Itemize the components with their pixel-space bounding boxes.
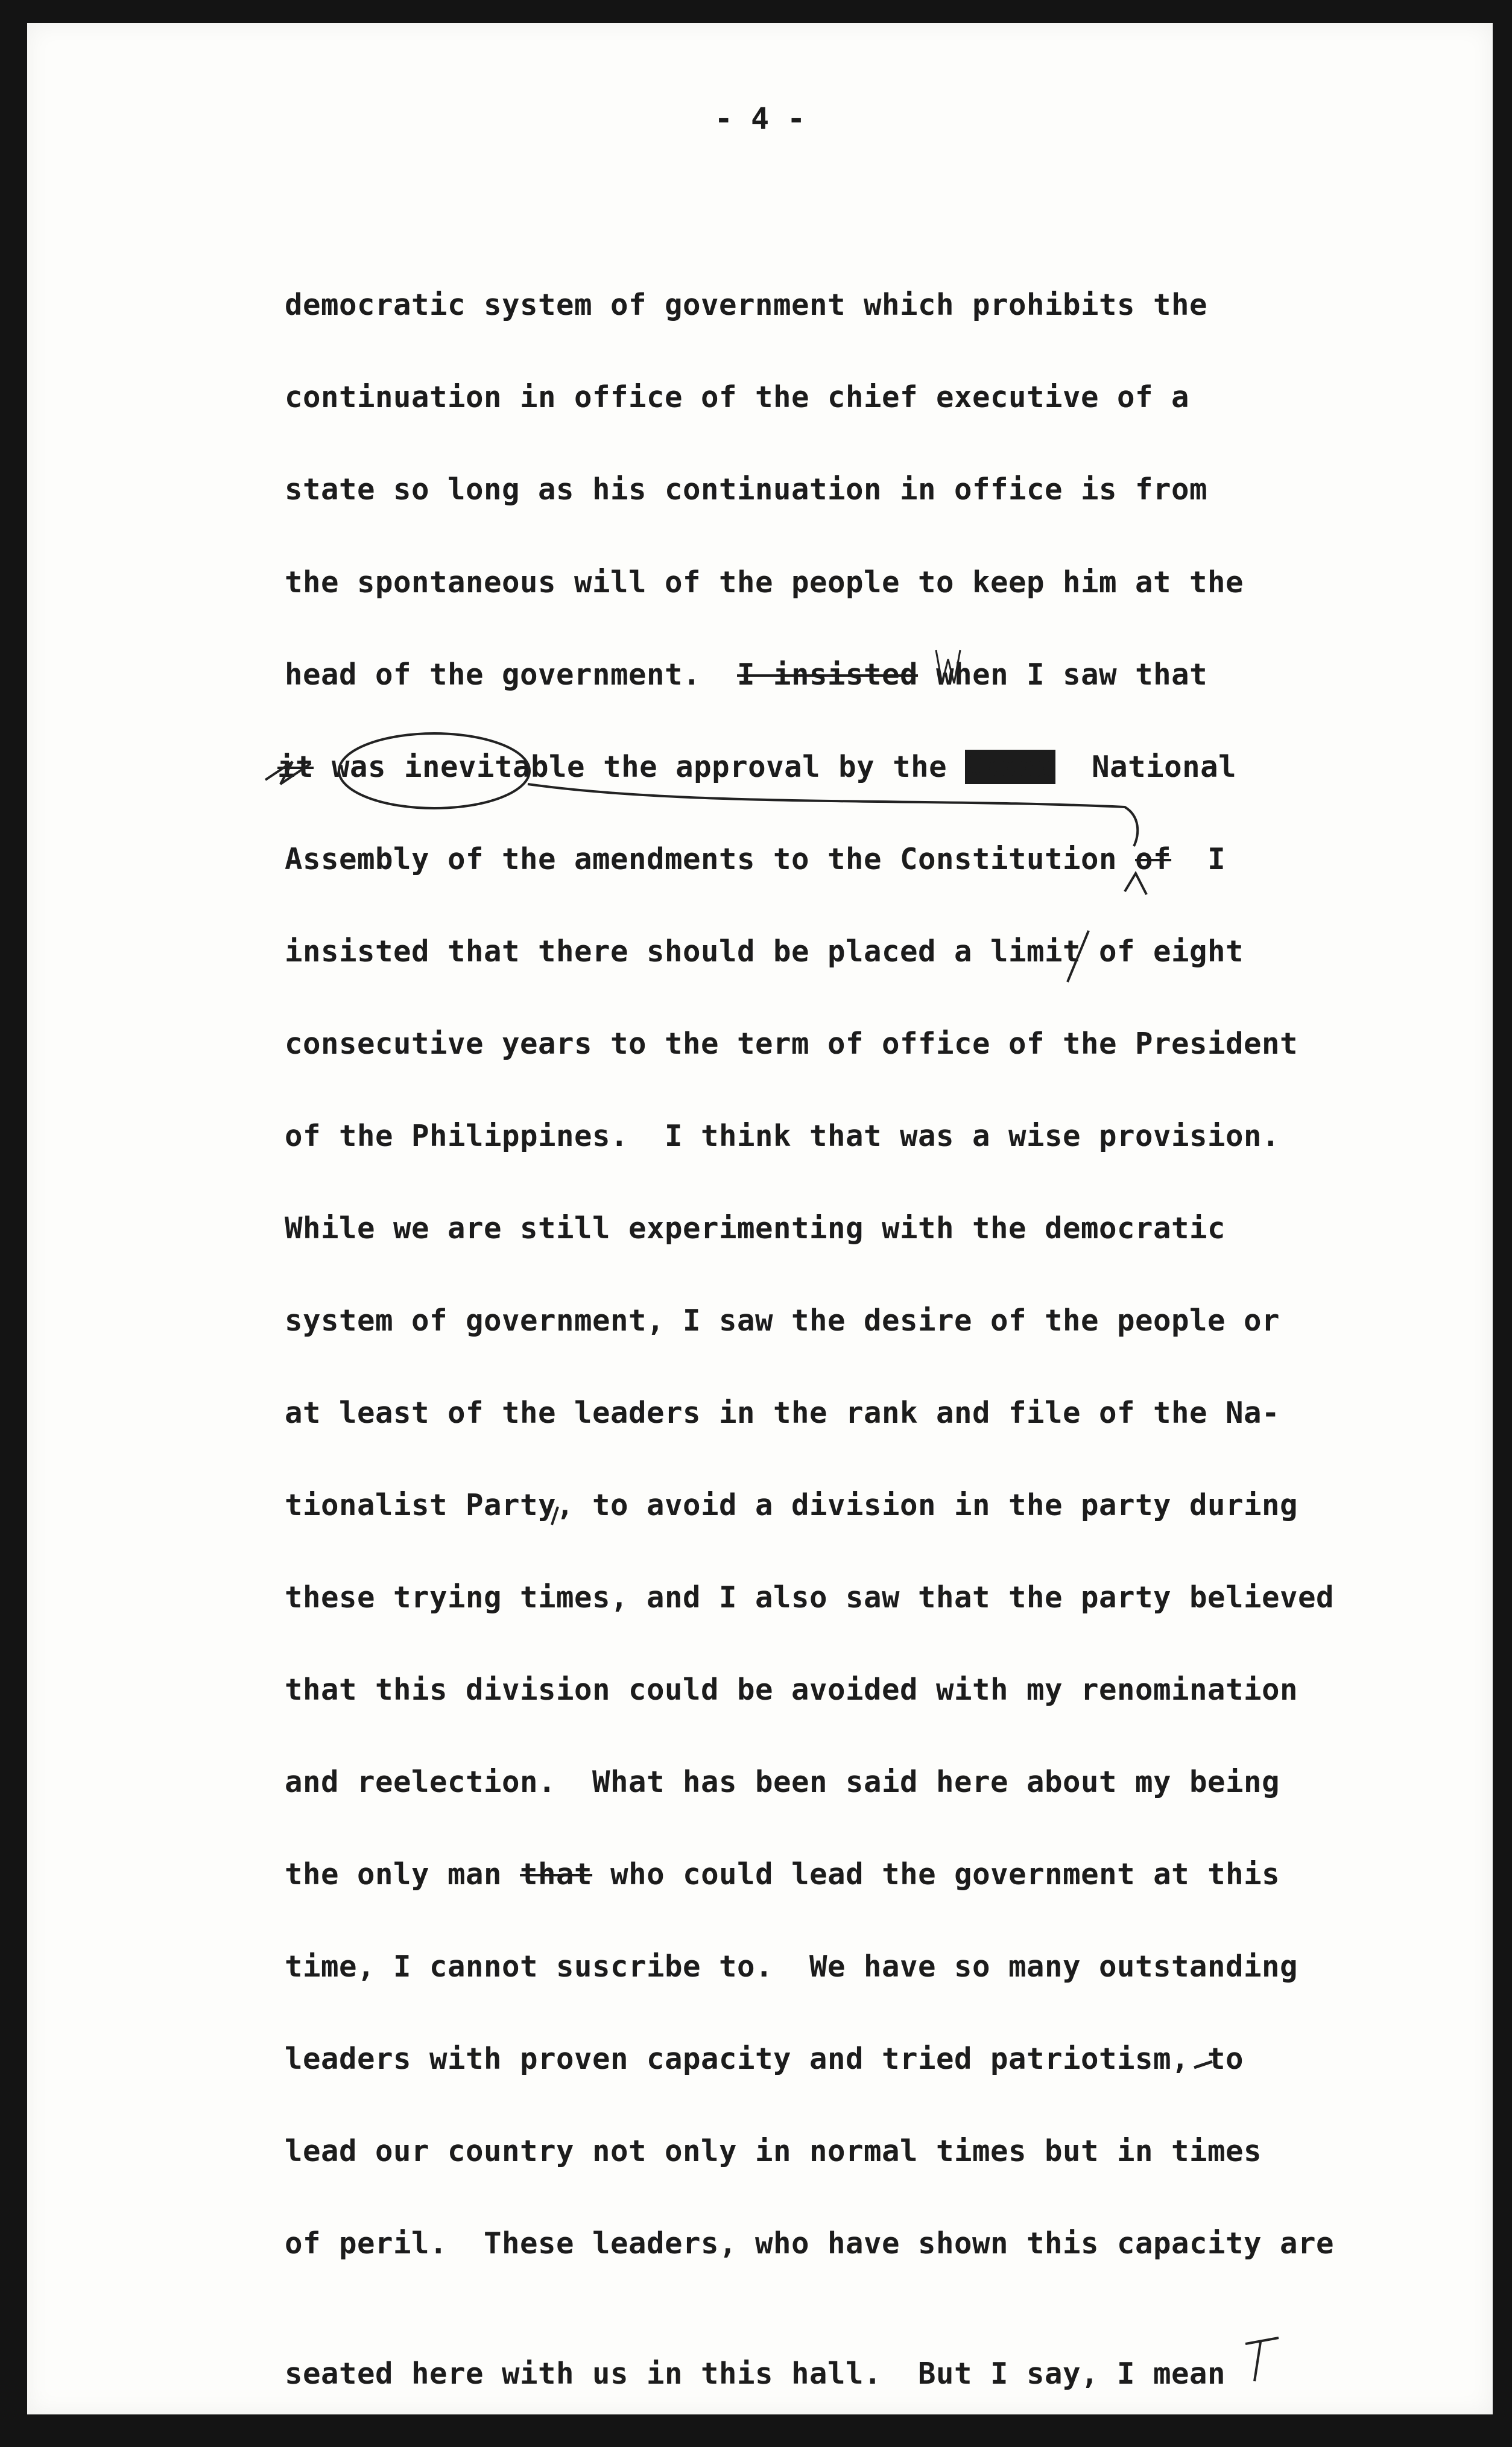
line-18-end: who could lead the government at this (610, 1857, 1280, 1891)
page-number: - 4 - (714, 101, 806, 136)
text-line-3: state so long as his continuation in office is from (285, 472, 1208, 507)
text-line-8: insisted that there should be placed a limit of eight (285, 934, 1244, 969)
line-18-start: the only man (285, 1857, 502, 1891)
text-line-14: tionalist Party, to avoid a division in the party during (285, 1488, 1298, 1522)
line-7-start: Assembly of the amendments to the Constitution (285, 842, 1118, 876)
text-line-9: consecutive years to the term of office of the President (285, 1027, 1298, 1061)
text-line-12: system of government, I saw the desire of the people or (285, 1303, 1280, 1338)
line-6-end: National (1092, 750, 1237, 784)
document-page (27, 23, 1493, 2414)
ink-caret (1125, 873, 1147, 894)
struck-word-it: it (277, 750, 314, 784)
circled-phrase: was inevitable (332, 750, 586, 784)
ink-connector-line (528, 784, 1137, 846)
text-line-10: of the Philippines. I think that was a wise provision. (285, 1119, 1280, 1153)
text-line-13: at least of the leaders in the rank and file of the Na- (285, 1396, 1280, 1430)
text-line-16: that this division could be avoided with my renomination (285, 1673, 1298, 1707)
text-line-22: of peril. These leaders, who have shown this capacity are (285, 2226, 1335, 2261)
line-5-end: when I saw that (936, 657, 1208, 692)
text-line-1: democratic system of government which prohibits the (285, 288, 1208, 322)
text-line-20: leaders with proven capacity and tried patriotism, to (285, 2042, 1244, 2076)
struck-word-that: that (520, 1857, 593, 1891)
struck-word-of: of (1135, 842, 1172, 876)
line-5-start: head of the government. (285, 657, 701, 692)
text-line-17: and reelection. What has been said here about my being (285, 1765, 1280, 1799)
struck-phrase-i-insisted: I insisted (737, 657, 919, 692)
text-line-19: time, I cannot suscribe to. We have so many outstanding (285, 1949, 1298, 1984)
line-6-middle: the approval by the (603, 750, 947, 784)
text-line-11: While we are still experimenting with the democratic (285, 1211, 1226, 1246)
text-line-21: lead our country not only in normal times but in times (285, 2134, 1262, 2168)
text-line-15: these trying times, and I also saw that the party believed (285, 1580, 1335, 1615)
typed-out-word: Xxxxx (965, 750, 1056, 784)
line-7-end: I (1207, 842, 1226, 876)
text-line-18 (285, 1857, 1280, 1891)
text-line-4: the spontaneous will of the people to keep him at the (285, 565, 1244, 600)
text-line-23: seated here with us in this hall. But I say, I mean (285, 2357, 1226, 2391)
text-line-5 (285, 657, 1208, 692)
ink-t-mark (1245, 2338, 1279, 2381)
text-line-2: continuation in office of the chief executive of a (285, 380, 1190, 414)
text-line-7 (285, 844, 1226, 874)
text-line-6 (277, 752, 1236, 782)
